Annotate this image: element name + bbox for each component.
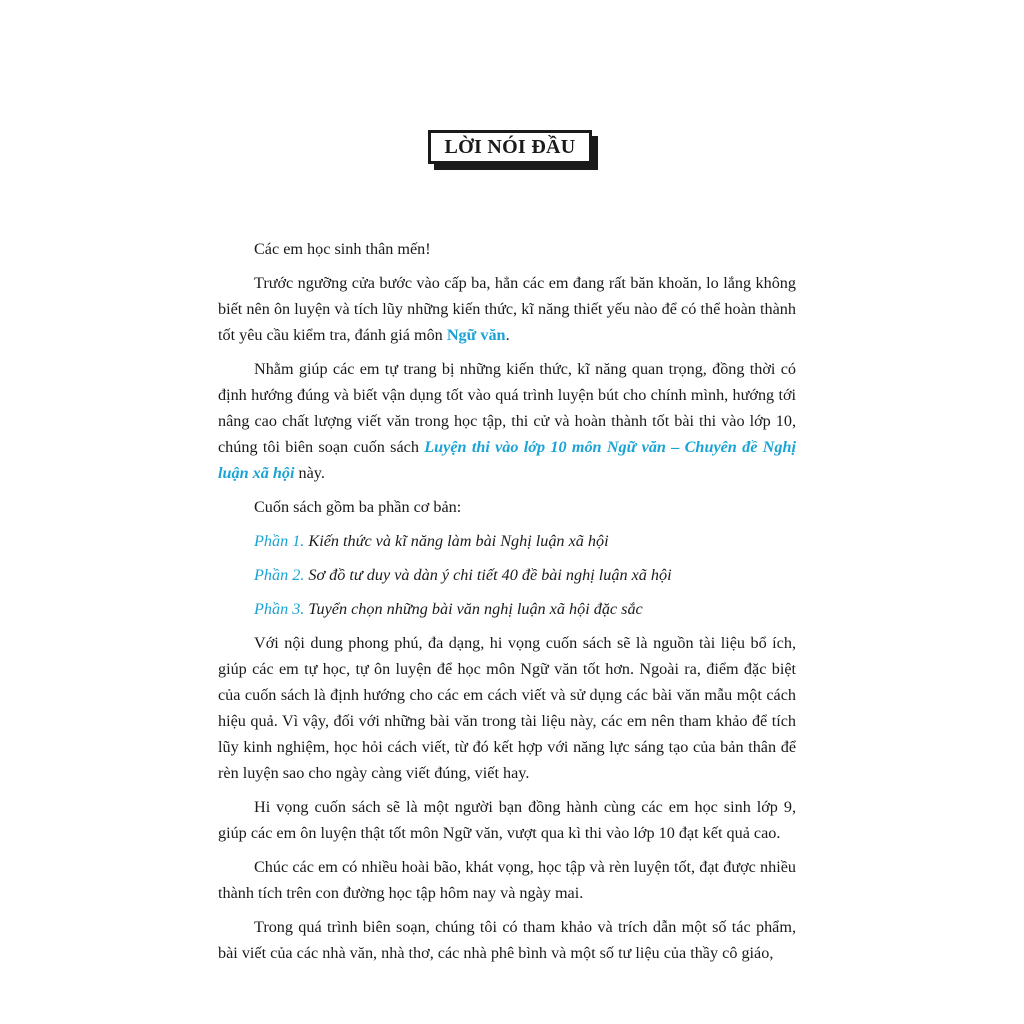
title-frame	[428, 130, 598, 170]
paragraph-2	[218, 356, 796, 486]
part-2-item	[218, 562, 796, 588]
part-3-label: Phần 3.	[254, 600, 305, 618]
body-text	[218, 236, 796, 974]
book-title-highlight: Luyện thi vào lớp 10 môn Ngữ văn – Chuyên đề Nghị luận xã hội	[218, 438, 796, 482]
part-1-label: Phần 1.	[254, 532, 305, 550]
paragraph-1-end: .	[505, 326, 510, 344]
part-1-text: Kiến thức và kĩ năng làm bài Nghị luận xã hội	[304, 532, 609, 550]
part-2-text: Sơ đồ tư duy và dàn ý chi tiết 40 đề bài nghị luận xã hội	[304, 566, 672, 584]
paragraph-3: Cuốn sách gồm ba phần cơ bản:	[254, 498, 462, 516]
page-title: LỜI NÓI ĐẦU	[444, 135, 576, 158]
paragraph-1-text: Trước ngưỡng cửa bước vào cấp ba, hẳn các em đang rất băn khoăn, lo lắng không biết nên ôn luyện và tích lũy những kiến thức, kĩ năng thiết yếu nào để có thể hoàn thành tốt yêu cầu kiểm tra, đánh giá môn	[218, 274, 796, 344]
paragraph-2-end: này.	[294, 464, 325, 482]
subject-highlight: Ngữ văn	[446, 326, 506, 344]
title-box	[428, 130, 592, 164]
paragraph-1	[218, 270, 796, 348]
paragraph-2-text: Nhằm giúp các em tự trang bị những kiến thức, kĩ năng quan trọng, đồng thời có định hướng đúng và biết vận dụng tốt vào quá trình luyện bút cho chính mình, hướng tới nâng cao chất lượng viết văn trong học tập, thi cử và hoàn thành tốt bài thi vào lớp 10, chúng tôi biên soạn cuốn sách	[218, 360, 796, 456]
paragraph-10: Trong quá trình biên soạn, chúng tôi có tham khảo và trích dẫn một số tác phẩm, bài viết của các nhà văn, nhà thơ, các nhà phê bình và một số tư liệu của thầy cô giáo,	[218, 918, 796, 962]
paragraph-8: Hi vọng cuốn sách sẽ là một người bạn đồng hành cùng các em học sinh lớp 9, giúp các em ôn luyện thật tốt môn Ngữ văn, vượt qua kì thi vào lớp 10 đạt kết quả cao.	[218, 798, 796, 842]
part-2-label: Phần 2.	[254, 566, 305, 584]
part-3-text: Tuyển chọn những bài văn nghị luận xã hội đặc sắc	[304, 600, 643, 618]
paragraph-9: Chúc các em có nhiều hoài bão, khát vọng, học tập và rèn luyện tốt, đạt được nhiều thành tích trên con đường học tập hôm nay và ngày mai.	[218, 858, 796, 902]
paragraph-7: Với nội dung phong phú, đa dạng, hi vọng cuốn sách sẽ là nguồn tài liệu bổ ích, giúp các em tự học, tự ôn luyện để học môn Ngữ văn tốt hơn. Ngoài ra, điểm đặc biệt của cuốn sách là định hướng cho các em cách viết và sử dụng các bài văn mẫu một cách hiệu quả. Vì vậy, đối với những bài văn trong tài liệu này, các em nên tham khảo để tích lũy kinh nghiệm, học hỏi cách viết, từ đó kết hợp với năng lực sáng tạo của bản thân để rèn luyện sao cho ngày càng viết đúng, viết hay.	[218, 634, 796, 782]
greeting-paragraph: Các em học sinh thân mến!	[254, 240, 431, 258]
part-3-item	[218, 596, 796, 622]
part-1-item	[218, 528, 796, 554]
